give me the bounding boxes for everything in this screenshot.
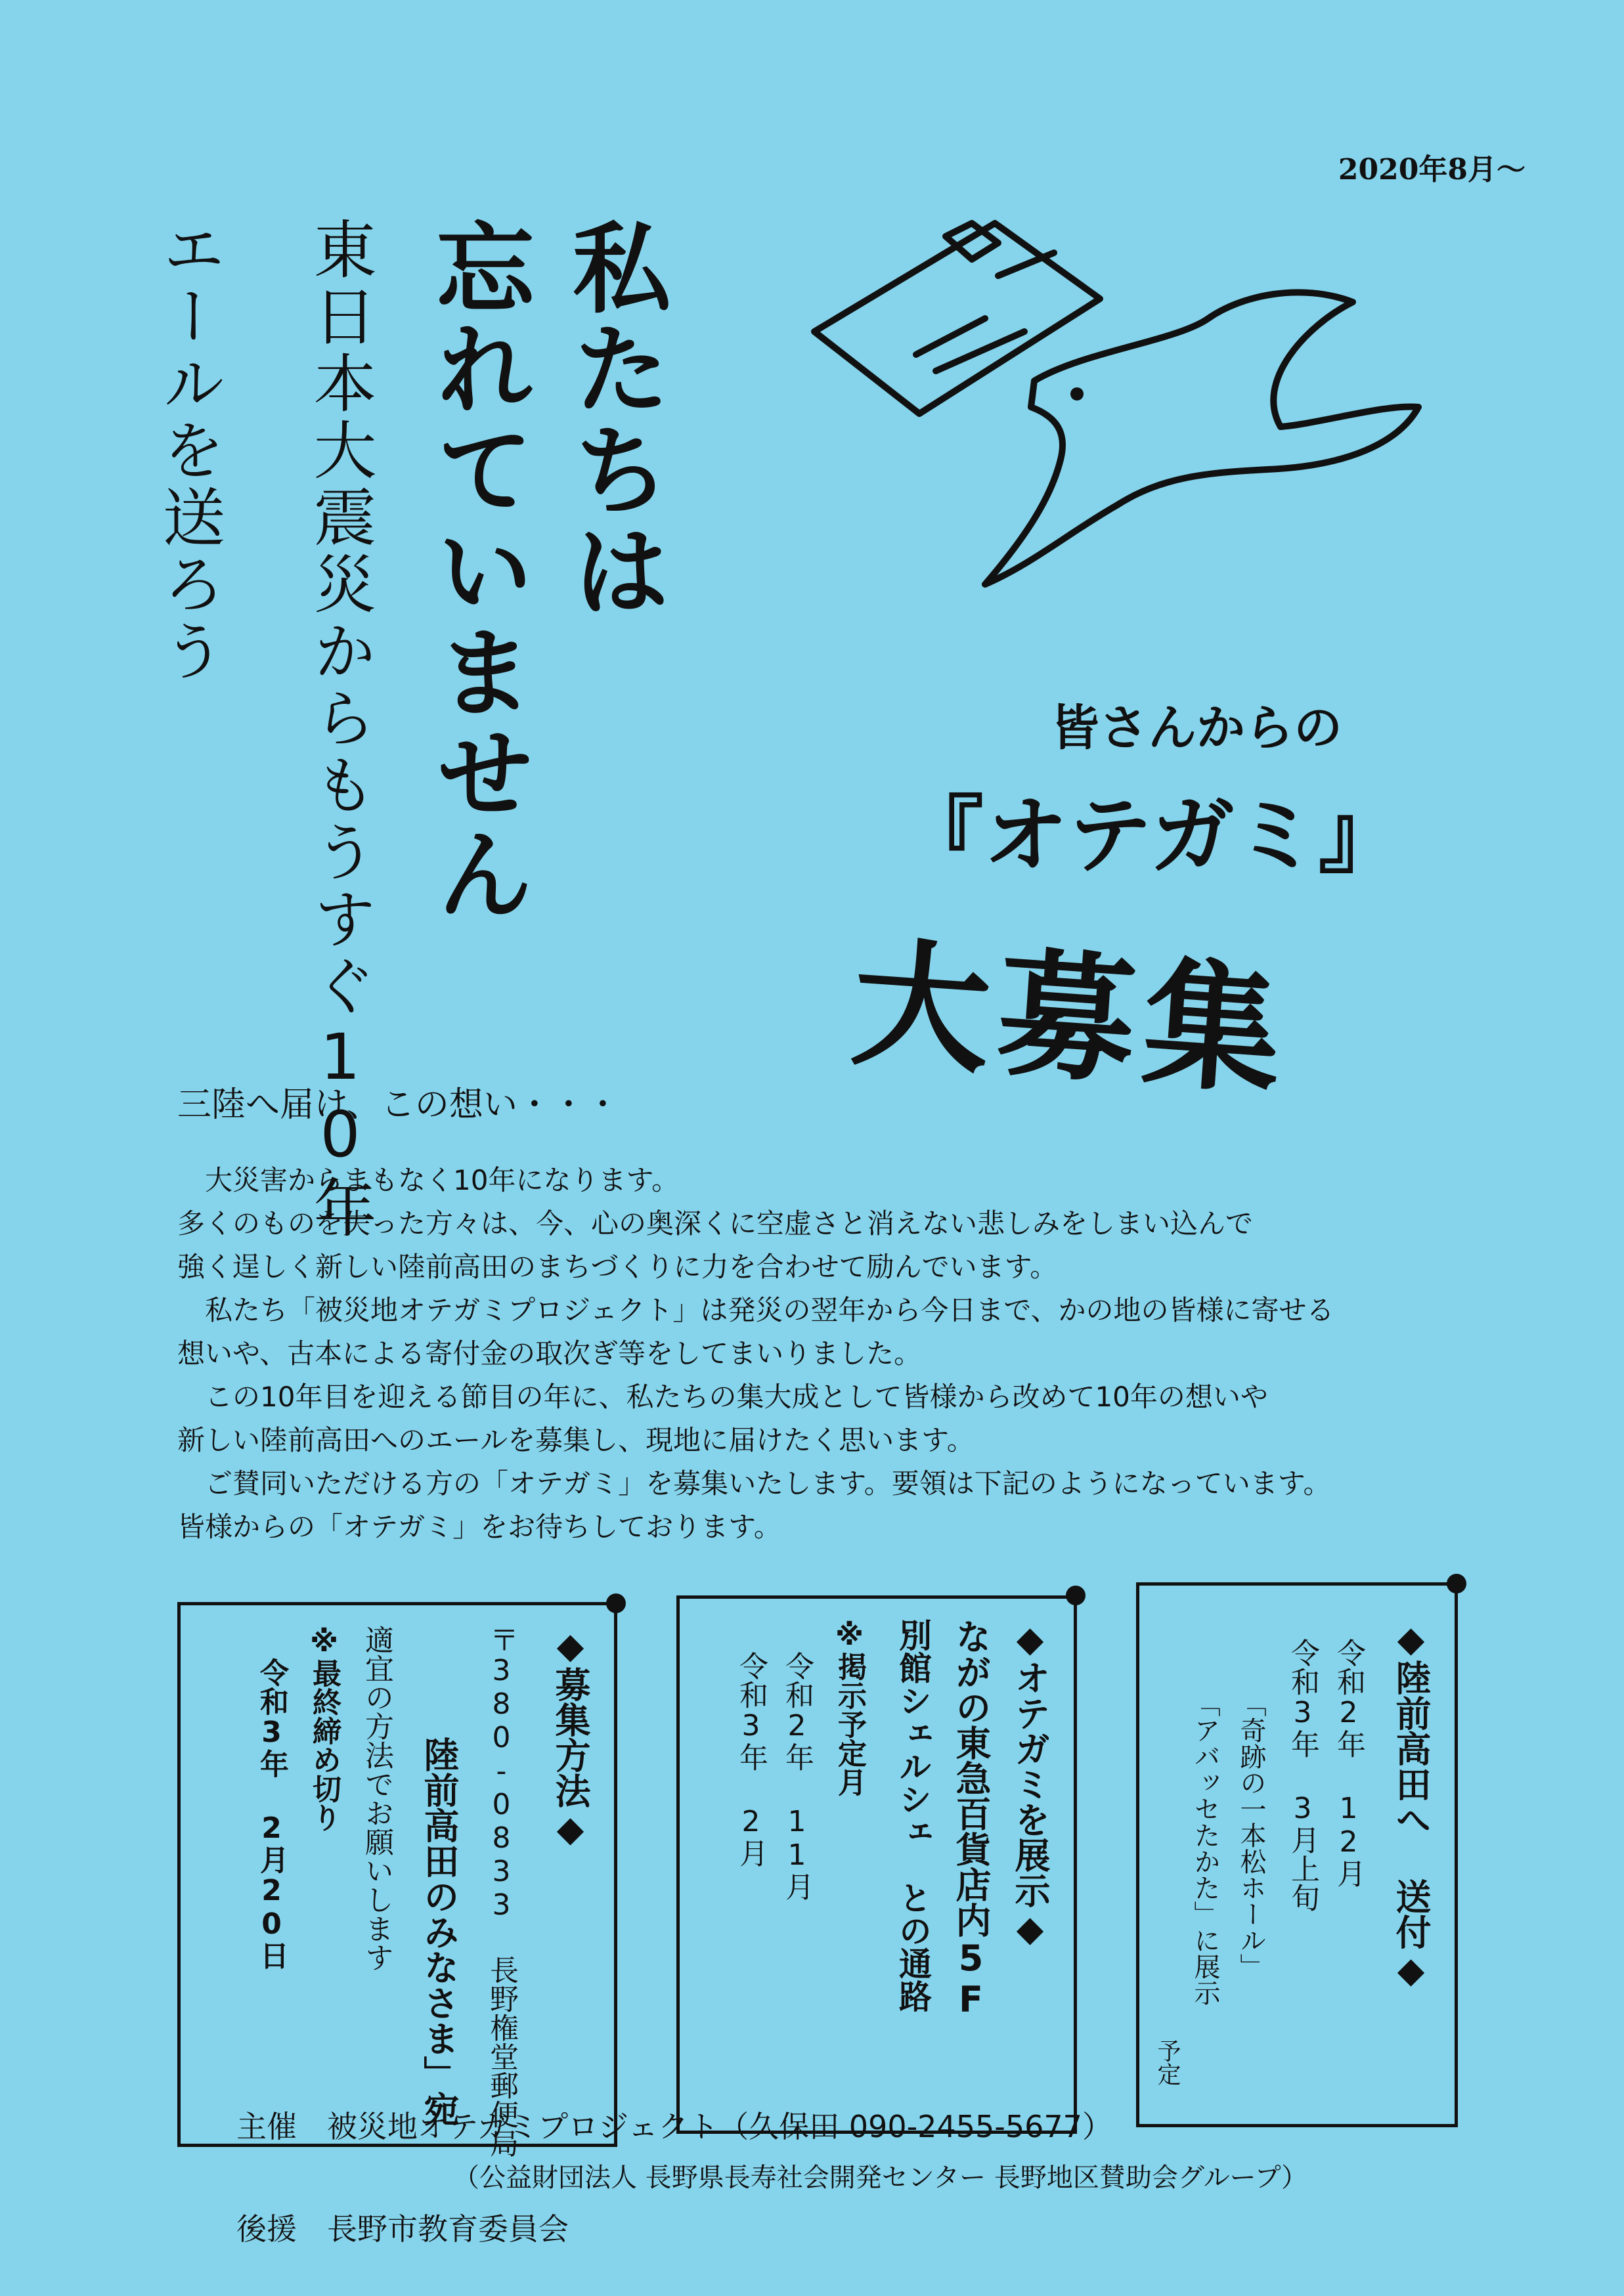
period-label: ※掲示予定月 [833, 1618, 866, 1796]
body-paragraph: ご賛同いただける方の「オテガミ」を募集いたします。要領は下記のようになっています。 [177, 1467, 1331, 1500]
bullet-dot-icon [606, 1593, 626, 1613]
date-label: 2020年8月〜 [1338, 153, 1525, 186]
plan-label: 予定 [1154, 2039, 1181, 2086]
exhibit-location: 「アバッセたかた」に展示 [1190, 1691, 1220, 2006]
body-text [177, 1159, 1491, 1549]
title-line-2: 忘れていません [419, 217, 533, 924]
title-line-1: 私たちは [556, 217, 670, 621]
method-text: 適宜の方法でお願いします [360, 1625, 393, 1972]
deadline-date: 令和3年 2月20日 [255, 1658, 288, 1970]
deadline-label: ※最終締め切り [307, 1625, 341, 1832]
body-paragraph: 強く逞しく新しい陸前高田のまちづくりに力を合わせて励んでいます。 [177, 1251, 1058, 1283]
venue-detail: 別館シェルシェ との通路 [894, 1618, 932, 2012]
period-2: 令和3年 2月 [734, 1651, 768, 1867]
subtitle-line-1: 東日本大震災からもうすぐ10年 [303, 217, 377, 1242]
bird-with-letter-icon [808, 217, 1432, 597]
support-line: 後援 長野市教育委員会 [236, 2211, 569, 2247]
delivery-date-1: 令和2年 12月 [1332, 1638, 1365, 1888]
body-paragraph: 私たち「被災地オテガミプロジェクト」は発災の翌年から今日まで、かの地の皆様に寄せる [177, 1294, 1334, 1326]
bullet-dot-icon [1066, 1586, 1086, 1605]
body-paragraph: 新しい陸前高田へのエールを募集し、現地に届けたく思います。 [177, 1424, 975, 1456]
body-paragraph: 想いや、古本による寄付金の取次ぎ等をしてまいりました。 [177, 1337, 922, 1370]
body-paragraph: 多くのものを失った方々は、今、心の奥深くに空虚さと消えない悲しみをしまい込んで [177, 1207, 1254, 1240]
host-line: 主催 被災地オテガミプロジェクト（久保田 090-2455-5677） [236, 2109, 1112, 2144]
application-method-box [177, 1602, 617, 2157]
box-heading: ◆オテガミを展示◆ [1009, 1618, 1051, 1949]
venue-name: ながの東急百貨店内5F [950, 1618, 992, 2020]
body-paragraph: 皆様からの「オテガミ」をお待ちしております。 [177, 1511, 781, 1543]
postal-address: 〒380-0833 長野権堂郵便局 [485, 1625, 518, 2157]
box-heading: ◆募集方法◆ [550, 1625, 591, 1850]
period-1: 令和2年 11月 [780, 1651, 814, 1901]
lead-line-3: 大募集 [846, 922, 1295, 1114]
exhibition-box [676, 1595, 1077, 2134]
lead-line-2: 『オテガミ』 [900, 787, 1403, 885]
delivery-box [1136, 1582, 1458, 2127]
headline: 三陸へ届け、この想い・・・ [177, 1085, 620, 1125]
hall-name: 「奇跡の一本松ホール」 [1236, 1691, 1266, 1980]
box-heading: ◆陸前高田へ 送付◆ [1390, 1618, 1432, 1991]
body-paragraph: 大災害からまもなく10年になります。 [177, 1164, 680, 1196]
recipient-name: 陸前高田のみなさま」宛 [418, 1737, 460, 2127]
footer [236, 2101, 1307, 2255]
host-note: （公益財団法人 長野県長寿社会開発センター 長野地区賛助会グループ） [453, 2163, 1308, 2193]
lead-line-1: 皆さんからの [1051, 700, 1342, 756]
body-paragraph: この10年目を迎える節目の年に、私たちの集大成として皆様から改めて10年の想いや [177, 1381, 1268, 1413]
bullet-dot-icon [1447, 1574, 1466, 1593]
subtitle-line-2: エールを送ろう [152, 217, 226, 685]
delivery-date-2: 令和3年 3月上旬 [1286, 1638, 1319, 1912]
